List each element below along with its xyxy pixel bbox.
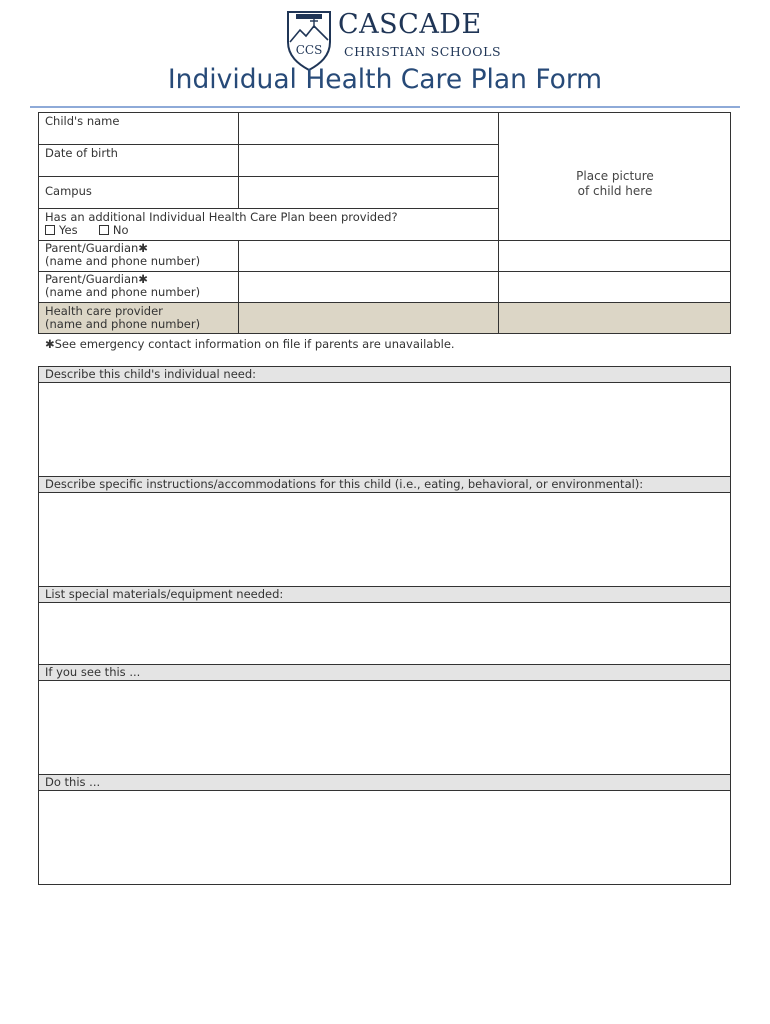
do-this-label: Do this ... <box>39 775 730 791</box>
parent-guardian-2-field[interactable] <box>239 272 498 302</box>
logo-monogram: CCS <box>295 43 323 57</box>
parent-guardian-1-extra-field[interactable] <box>499 241 730 271</box>
individual-need-label: Describe this child's individual need: <box>39 367 730 383</box>
child-info-table <box>38 112 731 334</box>
materials-field[interactable] <box>39 603 730 664</box>
title-divider <box>30 106 740 108</box>
instructions-field[interactable] <box>39 493 730 586</box>
campus-label: Campus <box>45 184 92 198</box>
health-care-provider-sub: (name and phone number) <box>45 317 201 331</box>
parent-guardian-2-title: Parent/Guardian✱ <box>45 272 148 286</box>
shield-icon <box>284 8 334 72</box>
instructions-section <box>38 476 731 587</box>
individual-need-field[interactable] <box>39 383 730 476</box>
parent-guardian-2-label <box>39 271 206 301</box>
childs-name-label: Child's name <box>45 114 120 128</box>
school-logo <box>284 8 504 72</box>
childs-name-field[interactable] <box>239 113 498 144</box>
health-care-provider-title: Health care provider <box>45 304 163 318</box>
parent-guardian-1-field[interactable] <box>239 241 498 271</box>
parent-guardian-1-sub: (name and phone number) <box>45 254 201 268</box>
child-picture-placeholder[interactable] <box>499 169 731 199</box>
additional-plan-question <box>39 209 404 239</box>
no-label: No <box>112 223 129 237</box>
do-this-field[interactable] <box>39 791 730 884</box>
emergency-contact-footnote: ✱See emergency contact information on file if parents are unavailable. <box>45 337 455 351</box>
campus-field[interactable] <box>239 177 498 208</box>
if-you-see-this-label: If you see this ... <box>39 665 730 681</box>
yes-no-options <box>45 224 398 237</box>
logo-subtitle: CHRISTIAN SCHOOLS <box>344 44 502 59</box>
picture-line-2: of child here <box>577 184 653 198</box>
yes-checkbox[interactable] <box>45 225 55 235</box>
if-you-see-this-section <box>38 664 731 775</box>
materials-label: List special materials/equipment needed: <box>39 587 730 603</box>
page-title: Individual Health Care Plan Form <box>167 64 603 95</box>
health-care-provider-extra-field[interactable] <box>499 303 730 333</box>
additional-plan-question-text: Has an additional Individual Health Care Plan been provided? <box>45 210 398 224</box>
if-you-see-this-field[interactable] <box>39 681 730 774</box>
materials-section <box>38 586 731 665</box>
health-care-provider-label <box>39 303 206 333</box>
yes-label: Yes <box>59 223 78 237</box>
instructions-label: Describe specific instructions/accommodations for this child (i.e., eating, behavioral, or environmental): <box>39 477 730 493</box>
parent-guardian-1-title: Parent/Guardian✱ <box>45 241 148 255</box>
individual-need-section <box>38 366 731 477</box>
health-care-provider-field[interactable] <box>239 303 498 333</box>
no-checkbox[interactable] <box>99 225 109 235</box>
parent-guardian-2-extra-field[interactable] <box>499 272 730 302</box>
logo-name: CASCADE <box>338 9 482 40</box>
picture-line-1: Place picture <box>576 169 654 183</box>
date-of-birth-field[interactable] <box>239 145 498 176</box>
parent-guardian-1-label <box>39 240 206 270</box>
parent-guardian-2-sub: (name and phone number) <box>45 285 201 299</box>
date-of-birth-label: Date of birth <box>45 146 118 160</box>
do-this-section <box>38 774 731 885</box>
